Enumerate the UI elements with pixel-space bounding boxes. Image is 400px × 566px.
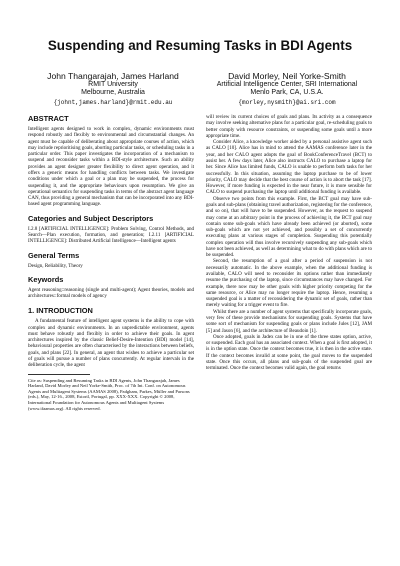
author-affiliation: RMIT University [88, 80, 138, 88]
body-paragraph: Second, the resumption of a goal after a period of suspension is not necessarily automatic. In the above example, when the additional funding is available, CALO will need to reconsider its options rather than immediately resume the purchasing of the laptop, since circumstances may have changed. For example, there now may be other goals with higher priority competing for the same resource, or Alice may no longer require the laptop. Hence, resuming a suspended goal is a matter of reconsidering the dynamic set of goals, rather than merely waiting for a trigger event to fire. [206, 258, 372, 309]
author-affiliation: Artificial Intelligence Center, SRI International [216, 80, 358, 88]
author-names: David Morley, Neil Yorke-Smith [228, 71, 346, 81]
introduction-text: A fundamental feature of intelligent agent systems is the ability to cope with complex and dynamic environments. In an unpredictable environment, agents must behave robustly and flexibly in order to achieve their goals. In agent architectures inspired by the classic Belief-Desire-Intention (BDI) model [14], behavioural properties are often characterised by the interactions between beliefs, goals, and plans [22]. In general, an agent that wishes to achieve a particular set of goals will pursue a number of plans concurrently. At regular intervals in the deliberation cycle, the agent [28, 318, 194, 369]
categories-heading: Categories and Subject Descriptors [28, 213, 154, 223]
abstract-text: Intelligent agents designed to work in complex, dynamic environments must respond robustly and flexibly to environmental and circumstantial changes. An agent must be capable of deliberating about appropriate courses of action, which may include reprioritising goals, aborting particular tasks, or scheduling tasks in a particular order. This paper investigates the incorporation of a mechanism to suspend and reconsider tasks within a BDI-style architecture. Such an ability provides an agent designer greater flexibility to direct agent operation, and it offers a generic means for handling conflicts between tasks. We investigate conditions under which a goal or a plan may be suspended, the process for suspending it, and the appropriate behaviours upon resumption. We give an operational semantics for suspending tasks in terms of the abstract agent language CAN, thus providing a general mechanism that can be incorporated into any BDI-based agent programming language. [28, 126, 194, 208]
footnote-rule [28, 374, 90, 375]
body-paragraph: will review its current choices of goals and plans. Its activity as a consequence may involve seeking alternative plans for a particular goal, re-scheduling goals to better comply with resource constraints, or suspending some goals until a more appropriate time. [206, 114, 372, 139]
left-column [28, 114, 194, 411]
author-email: {johnt,james.harland}@rmit.edu.au [53, 98, 173, 106]
author-names: John Thangarajah, James Harland [47, 71, 179, 81]
right-column [206, 114, 372, 372]
general-terms-heading: General Terms [28, 250, 80, 260]
author-location: Menlo Park, CA, U.S.A. [250, 89, 324, 96]
general-terms-text: Design, Reliability, Theory [28, 262, 83, 269]
author-email: {morley,nysmith}@ai.sri.com [238, 98, 336, 106]
body-paragraph: Whilst there are a number of agent systems that specifically incorporate goals, very few of these provide mechanisms for suspending goals. Systems that have some sort of mechanism for suspending goals or plans include Jules [12], JAM [5] and Jason [6], and the architecture of Beaudoin [1]. [206, 308, 372, 334]
author-block-rmit [28, 72, 198, 107]
citation-footnote: Cite as: Suspending and Resuming Tasks in BDI Agents, John Thangarajah, James Harland, David Morley and Neil Yorke-Smith, Proc. of 7th Int. Conf. on Autonomous Agents and Multiagent Systems (AAMAS 2008), Padgham, Parkes, Müller and Parsons (eds.), May, 12-16., 2008, Estoril, Portugal, pp. XXX-XXX. Copyright © 2008, International Foundation for Autonomous Agents and Multiagent Systems (www.ifaamas.org). All rights reserved. [28, 377, 190, 411]
abstract-heading: ABSTRACT [28, 114, 69, 123]
author-location: Melbourne, Australia [81, 89, 145, 96]
categories-text: I.2.8 [ARTIFICIAL INTELLIGENCE]: Problem Solving, Control Methods, and Search—Plan execution, formation, and generation; I.2.11 [ARTIFICIAL INTELLIGENCE]: Distributed Artificial Intelligence—Intelligent agents [28, 225, 194, 245]
keywords-heading: Keywords [28, 274, 64, 284]
body-paragraph: Once adopted, goals in Jadex can be in one of the three states option, active, or suspended. Each goal has an associated context. When a goal is first adopted, it is in the option state. Once the context becomes true, it is then in the active state. If the context becomes invalid at some point, the goal moves to the suspended state. Once this occurs, all plans and sub-goals of the suspended goal are terminated. Once the context becomes valid again, the goal returns [206, 333, 372, 372]
introduction-heading: 1. INTRODUCTION [28, 306, 93, 316]
body-paragraph: Observe two points from this example. First, the BCT goal may have sub-goals and sub-plans (obtaining travel authorization, registering for the conference, and so on), that will have to be suspended. However, as the request to suspend may come at an arbitrary point in the process of achieving it, the BCT goal may contain some sub-goals which have already been achieved (or aborted), some sub-goals which are not yet achieved, and possibly a set of concurrently executing plans at various stages of completion. Suspending this potentially complex operation will thus involve recursively suspending any sub-goals which have not been achieved, as well as determining what to do with plans which are to be suspended. [206, 195, 372, 259]
paper-title: Suspending and Resuming Tasks in BDI Agents [47, 38, 353, 53]
body-paragraph: Consider Alice, a knowledge worker aided by a personal assistive agent such as CALO [10]. Alice has in mind to attend the AAMAS conference later in the year, and her CALO agent adopts the goal of BookConferenceTravel (BCT) to assist her. A few days later, Alice also instructs CALO to purchase a laptop for her. Since Alice has limited funds, CALO is unable to perform both tasks for her successfully. In this situation, assuming the laptop purchase to be of lower priority, CALO may decide that the best course of action is to abort the task [17]. However, if more funding is expected in the near future, it is more sensible for CALO to suspend purchasing the laptop until additional funding is available. [206, 139, 372, 196]
author-block-sri [202, 72, 372, 107]
keywords-text: Agent reasoning::reasoning (single and multi-agent); Agent theories, models and architectures::formal models of agency [28, 286, 194, 300]
